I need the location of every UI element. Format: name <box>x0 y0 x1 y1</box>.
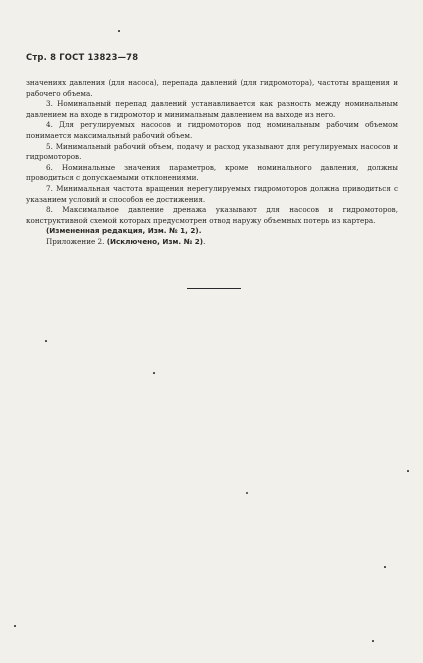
appendix-note-bold: (Исключено, Изм. № 2) <box>106 236 204 246</box>
scan-speck <box>246 492 248 494</box>
scan-speck <box>407 470 409 472</box>
paragraph-3: 3. Номинальный перепад давлений устанавливается как разность между номинальным давлением на входе в гидромотор и минимальным давлением на выходе из него. <box>26 99 398 119</box>
scan-speck <box>45 340 47 342</box>
body-text <box>26 78 398 248</box>
paragraph-5: 5. Минимальный рабочий объем, подачу и расход указывают для регулируемых насосов и гидромоторов. <box>26 141 398 162</box>
paragraph-4: 4. Для регулируемых насосов и гидромоторов под номинальным рабочим объемом понимается максимальный рабочий объем. <box>26 120 398 140</box>
appendix-note-prefix: Приложение 2. <box>46 236 107 246</box>
appendix-note <box>26 237 398 248</box>
paragraph-8: 8. Максимальное давление дренажа указывают для насосов и гидромоторов, конструктивной схемой которых предусмотрен отвод наружу объемных потерь из картера. <box>26 205 398 225</box>
paragraph-continuation: значениях давления (для насоса), перепада давлений (для гидромотора), частоты вращения и рабочего объема. <box>26 78 398 98</box>
scan-speck <box>384 566 386 568</box>
scan-speck <box>153 372 155 374</box>
paragraph-7: 7. Минимальная частота вращения нерегулируемых гидромоторов должна приводиться с указанием условий и способов ее достижения. <box>26 183 398 204</box>
section-divider <box>187 288 241 289</box>
scan-speck <box>14 625 16 627</box>
appendix-note-suffix: . <box>203 236 206 246</box>
scan-speck <box>372 640 374 642</box>
scan-speck <box>118 30 120 32</box>
edition-note: (Измененная редакция, Изм. № 1, 2). <box>46 226 202 236</box>
page-header: Стр. 8 ГОСТ 13823—78 <box>26 52 139 62</box>
paragraph-6: 6. Номинальные значения параметров, кроме номинального давления, должны проводиться с допускаемыми отклонениями. <box>26 162 398 183</box>
